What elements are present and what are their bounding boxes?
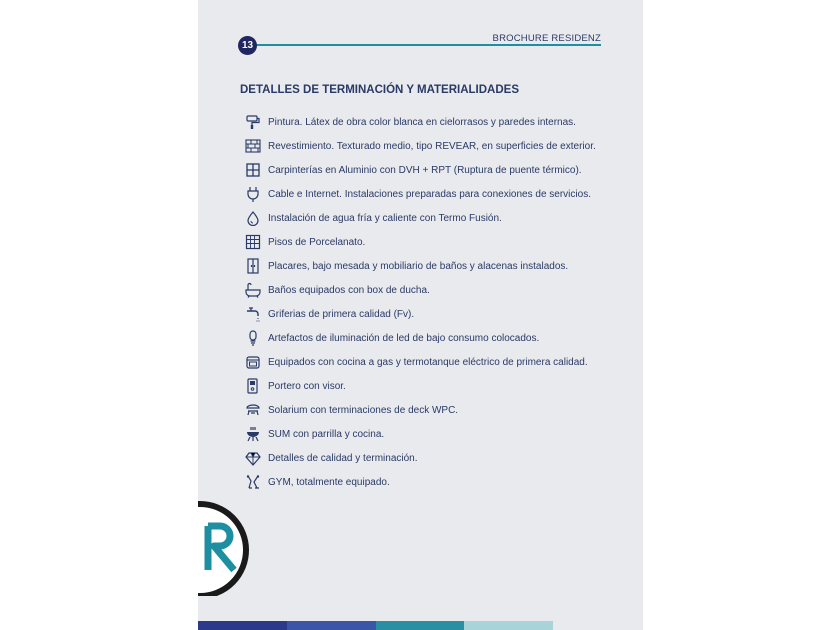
footer-color-bar xyxy=(198,621,553,630)
list-item-text: Pintura. Látex de obra color blanca en cielorrasos y paredes internas. xyxy=(268,116,576,128)
list-item-text: Placares, bajo mesada y mobiliario de baños y alacenas instalados. xyxy=(268,260,569,272)
list-item-text: Carpinterías en Aluminio con DVH + RPT (Ruptura de puente térmico). xyxy=(268,164,582,176)
list-item xyxy=(245,110,635,134)
list-item xyxy=(245,302,635,326)
section-title: DETALLES DE TERMINACIÓN Y MATERIALIDADES xyxy=(240,84,519,96)
list-item-text: SUM con parrilla y cocina. xyxy=(268,428,385,440)
footer-bar-segment xyxy=(287,621,376,630)
bathtub-icon xyxy=(245,282,261,298)
footer-bar-segment xyxy=(376,621,465,630)
gym-icon xyxy=(245,474,261,490)
brick-wall-icon xyxy=(245,138,261,154)
list-item-text: Griferias de primera calidad (Fv). xyxy=(268,308,415,320)
wardrobe-icon xyxy=(245,258,261,274)
diamond-icon xyxy=(245,450,261,466)
list-item xyxy=(245,134,635,158)
features-list xyxy=(245,110,635,494)
list-item-text: Cable e Internet. Instalaciones preparadas para conexiones de servicios. xyxy=(268,188,591,200)
list-item xyxy=(245,182,635,206)
list-item-text: Artefactos de iluminación de led de bajo consumo colocados. xyxy=(268,332,540,344)
deck-chair-icon xyxy=(245,402,261,418)
list-item-text: Equipados con cocina a gas y termotanque eléctrico de primera calidad. xyxy=(268,356,588,368)
paint-roller-icon xyxy=(245,114,261,130)
intercom-icon xyxy=(245,378,261,394)
list-item xyxy=(245,158,635,182)
grill-icon xyxy=(245,426,261,442)
list-item xyxy=(245,422,635,446)
brochure-page xyxy=(198,0,643,630)
list-item xyxy=(245,374,635,398)
list-item xyxy=(245,326,635,350)
brochure-brand-label: BROCHURE RESIDENZ xyxy=(492,33,601,44)
faucet-icon xyxy=(245,306,261,322)
residenz-logo xyxy=(198,496,250,596)
footer-bar-segment xyxy=(198,621,287,630)
stove-icon xyxy=(245,354,261,370)
list-item xyxy=(245,254,635,278)
page-number-badge: 13 xyxy=(238,36,257,55)
page-header xyxy=(238,33,601,55)
list-item xyxy=(245,350,635,374)
header-rule xyxy=(256,44,601,46)
list-item-text: Detalles de calidad y terminación. xyxy=(268,452,418,464)
list-item xyxy=(245,206,635,230)
list-item-text: Portero con visor. xyxy=(268,380,346,392)
list-item-text: Instalación de agua fría y caliente con Termo Fusión. xyxy=(268,212,502,224)
list-item xyxy=(245,230,635,254)
list-item-text: GYM, totalmente equipado. xyxy=(268,476,390,488)
plug-icon xyxy=(245,186,261,202)
list-item xyxy=(245,278,635,302)
footer-bar-segment xyxy=(464,621,553,630)
list-item-text: Revestimiento. Texturado medio, tipo REVEAR, en superficies de exterior. xyxy=(268,140,596,152)
list-item xyxy=(245,446,635,470)
list-item xyxy=(245,398,635,422)
light-bulb-icon xyxy=(245,330,261,346)
window-icon xyxy=(245,162,261,178)
water-drop-icon xyxy=(245,210,261,226)
tiles-icon xyxy=(245,234,261,250)
list-item-text: Pisos de Porcelanato. xyxy=(268,236,366,248)
list-item xyxy=(245,470,635,494)
list-item-text: Baños equipados con box de ducha. xyxy=(268,284,430,296)
list-item-text: Solarium con terminaciones de deck WPC. xyxy=(268,404,459,416)
